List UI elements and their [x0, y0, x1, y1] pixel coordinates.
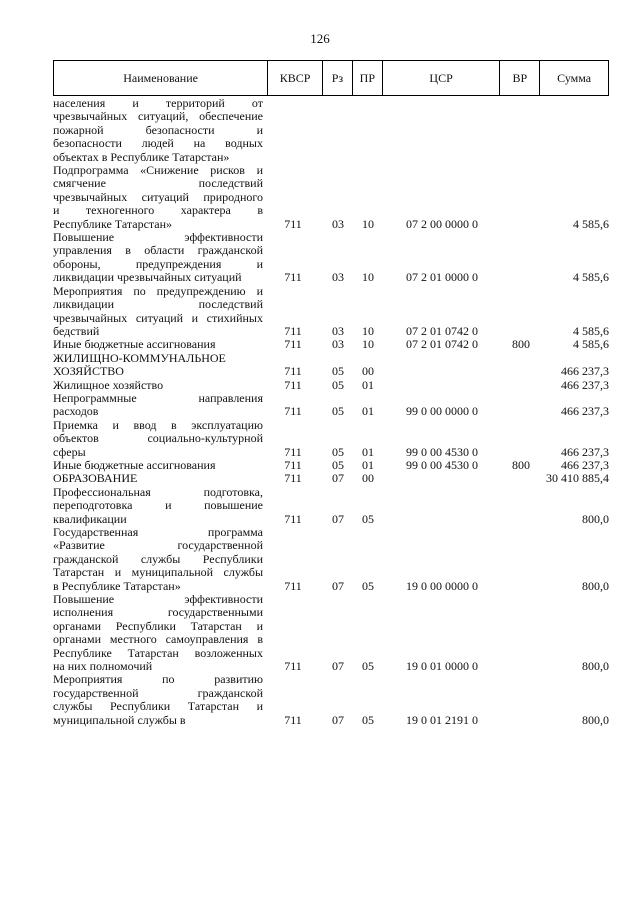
row-name [53, 97, 263, 164]
row-name-line: Иные бюджетные ассигнования [53, 457, 216, 472]
table-row [53, 164, 609, 231]
row-sum: 800,0 [582, 659, 609, 674]
row-name-line: на них полномочий [53, 659, 153, 674]
table-row [53, 526, 609, 593]
row-kvsr: 711 [284, 270, 302, 285]
row-name-line: ликвидации чрезвычайных ситуаций [53, 270, 242, 285]
row-name [53, 338, 263, 351]
row-name-line: «Развитие государственной [53, 538, 263, 553]
table-row [53, 419, 609, 459]
row-rz: 05 [332, 377, 344, 392]
row-name [53, 459, 263, 472]
row-name [53, 352, 263, 379]
row-sum: 30 410 885,4 [546, 471, 609, 486]
row-rz: 03 [332, 323, 344, 338]
row-vr: 800 [512, 457, 530, 472]
row-name-line: переподготовка и повышение [53, 498, 263, 513]
row-name-line: Государственная программа [53, 525, 263, 539]
row-kvsr: 711 [284, 216, 302, 231]
row-sum: 466 237,3 [561, 457, 609, 472]
row-rz: 03 [332, 270, 344, 285]
row-sum: 800,0 [582, 712, 609, 727]
row-sum: 466 237,3 [561, 404, 609, 419]
table-row [53, 593, 609, 673]
row-sum: 4 585,6 [573, 337, 609, 352]
row-rz: 03 [332, 216, 344, 231]
header-csr: ЦСР [383, 61, 501, 95]
table-body [53, 97, 609, 727]
row-name-line: службы Республики Татарстан и [53, 699, 263, 714]
row-name-line: Профессиональная подготовка, [53, 484, 263, 499]
row-kvsr: 711 [284, 659, 302, 674]
row-kvsr: 711 [284, 323, 302, 338]
row-name-line: органами местного самоуправления в [53, 632, 263, 647]
row-name [53, 392, 263, 419]
row-name-line: чрезвычайных ситуаций природного [53, 189, 263, 204]
row-pr: 00 [362, 471, 374, 486]
row-name [53, 419, 263, 459]
row-name-line: сферы [53, 444, 86, 459]
row-name-line: ОБРАЗОВАНИЕ [53, 471, 138, 486]
row-kvsr: 711 [284, 337, 302, 352]
row-name-line: Жилищное хозяйство [53, 377, 164, 392]
row-csr: 99 0 00 4530 0 [406, 457, 478, 472]
row-csr: 19 0 01 2191 0 [406, 712, 478, 727]
row-name-line: органами Республики Татарстан и [53, 618, 263, 633]
row-sum: 466 237,3 [561, 364, 609, 379]
row-name-line: Республике Татарстан» [53, 216, 173, 231]
row-pr: 01 [362, 444, 374, 459]
row-kvsr: 711 [284, 511, 302, 526]
row-sum: 800,0 [582, 578, 609, 593]
row-kvsr: 711 [284, 377, 302, 392]
row-name-line: в Республике Татарстан» [53, 578, 181, 593]
row-kvsr: 711 [284, 444, 302, 459]
row-kvsr: 711 [284, 364, 302, 379]
row-name-line: объектов социально-культурной [53, 431, 263, 446]
row-sum: 4 585,6 [573, 270, 609, 285]
row-name-line: Непрограммные направления [53, 390, 263, 405]
row-rz: 05 [332, 457, 344, 472]
row-rz: 05 [332, 444, 344, 459]
row-name-line: обороны, предупреждения и [53, 256, 263, 271]
row-pr: 01 [362, 404, 374, 419]
row-name-line: безопасности людей на водных [53, 136, 263, 151]
row-name-line: чрезвычайных ситуаций и стихийных [53, 310, 263, 325]
row-pr: 01 [362, 457, 374, 472]
table-row [53, 392, 609, 419]
row-rz: 07 [332, 578, 344, 593]
table-row [53, 285, 609, 339]
header-rz: Рз [323, 61, 353, 95]
row-sum: 800,0 [582, 511, 609, 526]
row-name-line: Повышение эффективности [53, 230, 263, 245]
row-name [53, 379, 263, 392]
row-vr: 800 [512, 337, 530, 352]
row-rz: 03 [332, 337, 344, 352]
header-kvsr: КВСР [268, 61, 323, 95]
row-name [53, 593, 263, 673]
table-header [53, 60, 609, 96]
row-rz: 07 [332, 659, 344, 674]
table-row [53, 459, 609, 472]
row-kvsr: 711 [284, 404, 302, 419]
row-kvsr: 711 [284, 457, 302, 472]
row-rz: 05 [332, 364, 344, 379]
row-pr: 00 [362, 364, 374, 379]
row-sum: 4 585,6 [573, 323, 609, 338]
row-name-line: Татарстан и муниципальной службы [53, 565, 263, 580]
row-pr: 10 [362, 270, 374, 285]
header-pr: ПР [353, 61, 383, 95]
row-csr: 99 0 00 0000 0 [406, 404, 478, 419]
row-name [53, 285, 263, 339]
page-number: 126 [310, 31, 330, 46]
row-name-line: расходов [53, 404, 99, 419]
row-sum: 4 585,6 [573, 216, 609, 231]
row-name [53, 526, 263, 593]
row-name [53, 231, 263, 285]
table-row [53, 472, 609, 485]
row-name [53, 673, 263, 727]
row-name-line: ликвидации последствий [53, 297, 263, 312]
row-sum: 466 237,3 [561, 377, 609, 392]
row-csr: 07 2 01 0742 0 [406, 323, 478, 338]
row-name-line: объектах в Республике Татарстан» [53, 149, 230, 164]
row-kvsr: 711 [284, 471, 302, 486]
header-sum: Сумма [557, 70, 592, 85]
row-pr: 01 [362, 377, 374, 392]
row-csr: 99 0 00 4530 0 [406, 444, 478, 459]
row-name [53, 472, 263, 485]
row-pr: 10 [362, 337, 374, 352]
row-csr: 07 2 00 0000 0 [406, 216, 478, 231]
row-pr: 10 [362, 323, 374, 338]
row-pr: 05 [362, 659, 374, 674]
row-name-line: бедствий [53, 323, 100, 338]
table-row [53, 338, 609, 351]
row-name-line: ХОЗЯЙСТВО [53, 364, 124, 379]
row-rz: 07 [332, 511, 344, 526]
row-name [53, 486, 263, 526]
row-name-line: Повышение эффективности [53, 592, 263, 607]
row-csr: 07 2 01 0742 0 [406, 337, 478, 352]
row-csr: 19 0 01 0000 0 [406, 659, 478, 674]
row-name-line: исполнения государственными [53, 605, 263, 620]
row-name [53, 164, 263, 231]
row-csr: 07 2 01 0000 0 [406, 270, 478, 285]
row-pr: 05 [362, 511, 374, 526]
row-pr: 10 [362, 216, 374, 231]
table-row [53, 486, 609, 526]
row-kvsr: 711 [284, 578, 302, 593]
row-sum: 466 237,3 [561, 444, 609, 459]
row-kvsr: 711 [284, 712, 302, 727]
row-pr: 05 [362, 712, 374, 727]
row-rz: 07 [332, 712, 344, 727]
table-row [53, 352, 609, 379]
row-name-line: Мероприятия по предупреждению и [53, 283, 263, 298]
row-name-line: Иные бюджетные ассигнования [53, 337, 216, 352]
table-row [53, 97, 609, 164]
row-name-line: Приемка и ввод в эксплуатацию [53, 417, 263, 432]
header-name: Наименование [54, 61, 268, 95]
row-name-line: управления в области гражданской [53, 243, 263, 258]
row-name-line: муниципальной службы в [53, 712, 186, 727]
row-rz: 05 [332, 404, 344, 419]
row-rz: 07 [332, 471, 344, 486]
table-row [53, 673, 609, 727]
row-name-line: Республике Татарстан возложенных [53, 645, 263, 660]
table-row [53, 379, 609, 392]
row-name-line: квалификации [53, 511, 127, 526]
row-name-line: пожарной безопасности и [53, 122, 263, 137]
row-name-line: и техногенного характера в [53, 203, 263, 218]
row-name-line: Мероприятия по развитию [53, 672, 263, 687]
row-name-line: населения и территорий от [53, 96, 263, 110]
row-name-line: Подпрограмма «Снижение рисков и [53, 163, 263, 178]
header-vr: ВР [500, 61, 540, 95]
row-csr: 19 0 00 0000 0 [406, 578, 478, 593]
row-name-line: гражданской службы Республики [53, 551, 263, 566]
row-name-line: ЖИЛИЩНО-КОММУНАЛЬНОЕ [53, 350, 226, 365]
row-name-line: смягчение последствий [53, 176, 263, 191]
row-name-line: государственной гражданской [53, 685, 263, 700]
table-row [53, 231, 609, 285]
row-pr: 05 [362, 578, 374, 593]
row-name-line: чрезвычайных ситуаций, обеспечение [53, 109, 263, 124]
